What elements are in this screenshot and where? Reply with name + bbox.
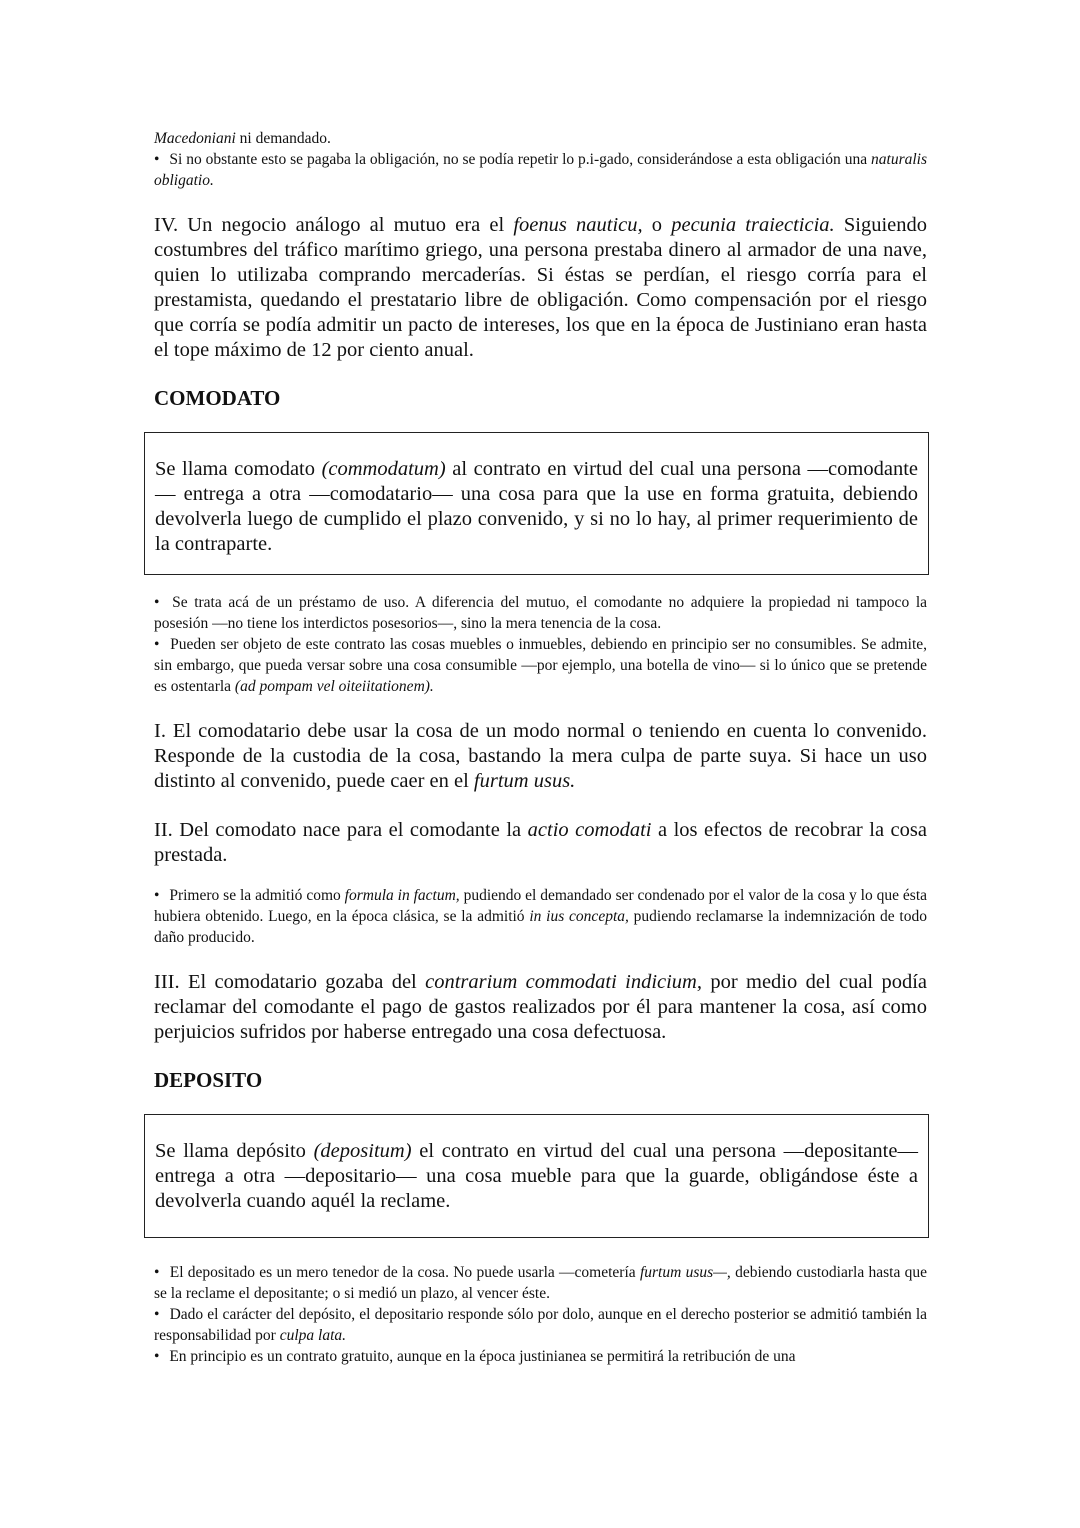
comodato-ii-paragraph: II. Del comodato nace para el comodante la actio comodati a los efectos de recobrar la cosa prestada. [154,819,927,866]
comodato-definition: Se llama comodato (commodatum) al contrato en virtud del cual una persona —comodante— entrega a otra —comodatario— una cosa para que la use en forma gratuita, debiendo devolverla luego de cumplido el plazo convenido, y si no lo hay, al primer requerimiento de la contraparte. [155,458,918,555]
comodato-iii-paragraph: III. El comodatario gozaba del contrarium commodati indicium, por medio del cual podía reclamar del comodante el pago de gastos realizados por él para mantener la cosa, así como perjuicios sufridos por haberse entregado una cosa defectuosa. [154,971,928,1043]
comodato-i-paragraph: I. El comodatario debe usar la cosa de un modo normal o teniendo en cuenta lo convenido. Responde de la custodia de la cosa, bastando la mera culpa de parte suya. Si hace un uso distinto al convenido, puede caer en el furtum usus. [154,720,927,792]
intro-line: Macedoniani ni demandado. [154,130,331,147]
mutuo-iv-paragraph: IV. Un negocio análogo al mutuo era el foenus nauticu, o pecunia traiecticia. Siguiendo costumbres del tráfico marítimo griego, una persona prestaba dinero al armador de una nave, quien lo utilizaba comprando mercaderías. Si éstas se perdían, el riesgo corría para el prestamista, quedando el prestatario libre de obligación. Como compensación por el riesgo que corría se podía admitir un pacto de intereses, los que en la época de Justiniano eran hasta el tope máximo de 12 por ciento anual. [154,214,927,361]
deposito-definition-box [144,1114,929,1238]
deposito-bullet-2: • Dado el carácter del depósito, el depositario responde sólo por dolo, aunque en el derecho posterior se admitió también la responsabilidad por culpa lata. [154,1306,928,1344]
bullet-paragraph: • Si no obstante esto se pagaba la obligación, no se podía repetir lo p.i-gado, considerándose a esta obligación una naturalis obligatio. [154,151,928,189]
deposito-definition: Se llama depósito (depositum) el contrato en virtud del cual una persona —depositante— entrega a otra —depositario— una cosa mueble para que la guarde, obligándose éste a devolverla cuando aquél la reclame. [155,1140,918,1212]
comodato-bullet-3: • Primero se la admitió como formula in factum, pudiendo el demandado ser condenado por el valor de la cosa y lo que ésta hubiera obtenido. Luego, en la época clásica, se la admitió in ius concepta, pudiendo reclamarse la indemnización de todo daño producido. [154,887,927,946]
comodato-definition-box [144,432,929,575]
comodato-bullet-1: • Se trata acá de un préstamo de uso. A diferencia del mutuo, el comodante no adquiere la propiedad ni tampoco la posesión —no tiene los interdictos posesorios—, sino la mera tenencia de la cosa. [154,594,928,632]
deposito-bullet-1: • El depositado es un mero tenedor de la cosa. No puede usarla —cometería furtum usus—, debiendo custodiarla hasta que se la reclame el depositante; o si medió un plazo, al vencer éste. [154,1264,928,1302]
comodato-heading: COMODATO [154,386,281,410]
document-page [154,128,927,1367]
deposito-bullet-3: • En principio es un contrato gratuito, aunque en la época justinianea se permitirá la retribución de una [154,1348,796,1365]
comodato-bullet-2: • Pueden ser objeto de este contrato las cosas muebles o inmuebles, debiendo en principio ser no consumibles. Se admite, sin embargo, que pueda versar sobre una cosa consumible —por ejemplo, una botella de vino— si lo único que se pretende es ostentarla (ad pompam vel oiteiitationem). [154,636,928,695]
deposito-heading: DEPOSITO [154,1068,263,1092]
